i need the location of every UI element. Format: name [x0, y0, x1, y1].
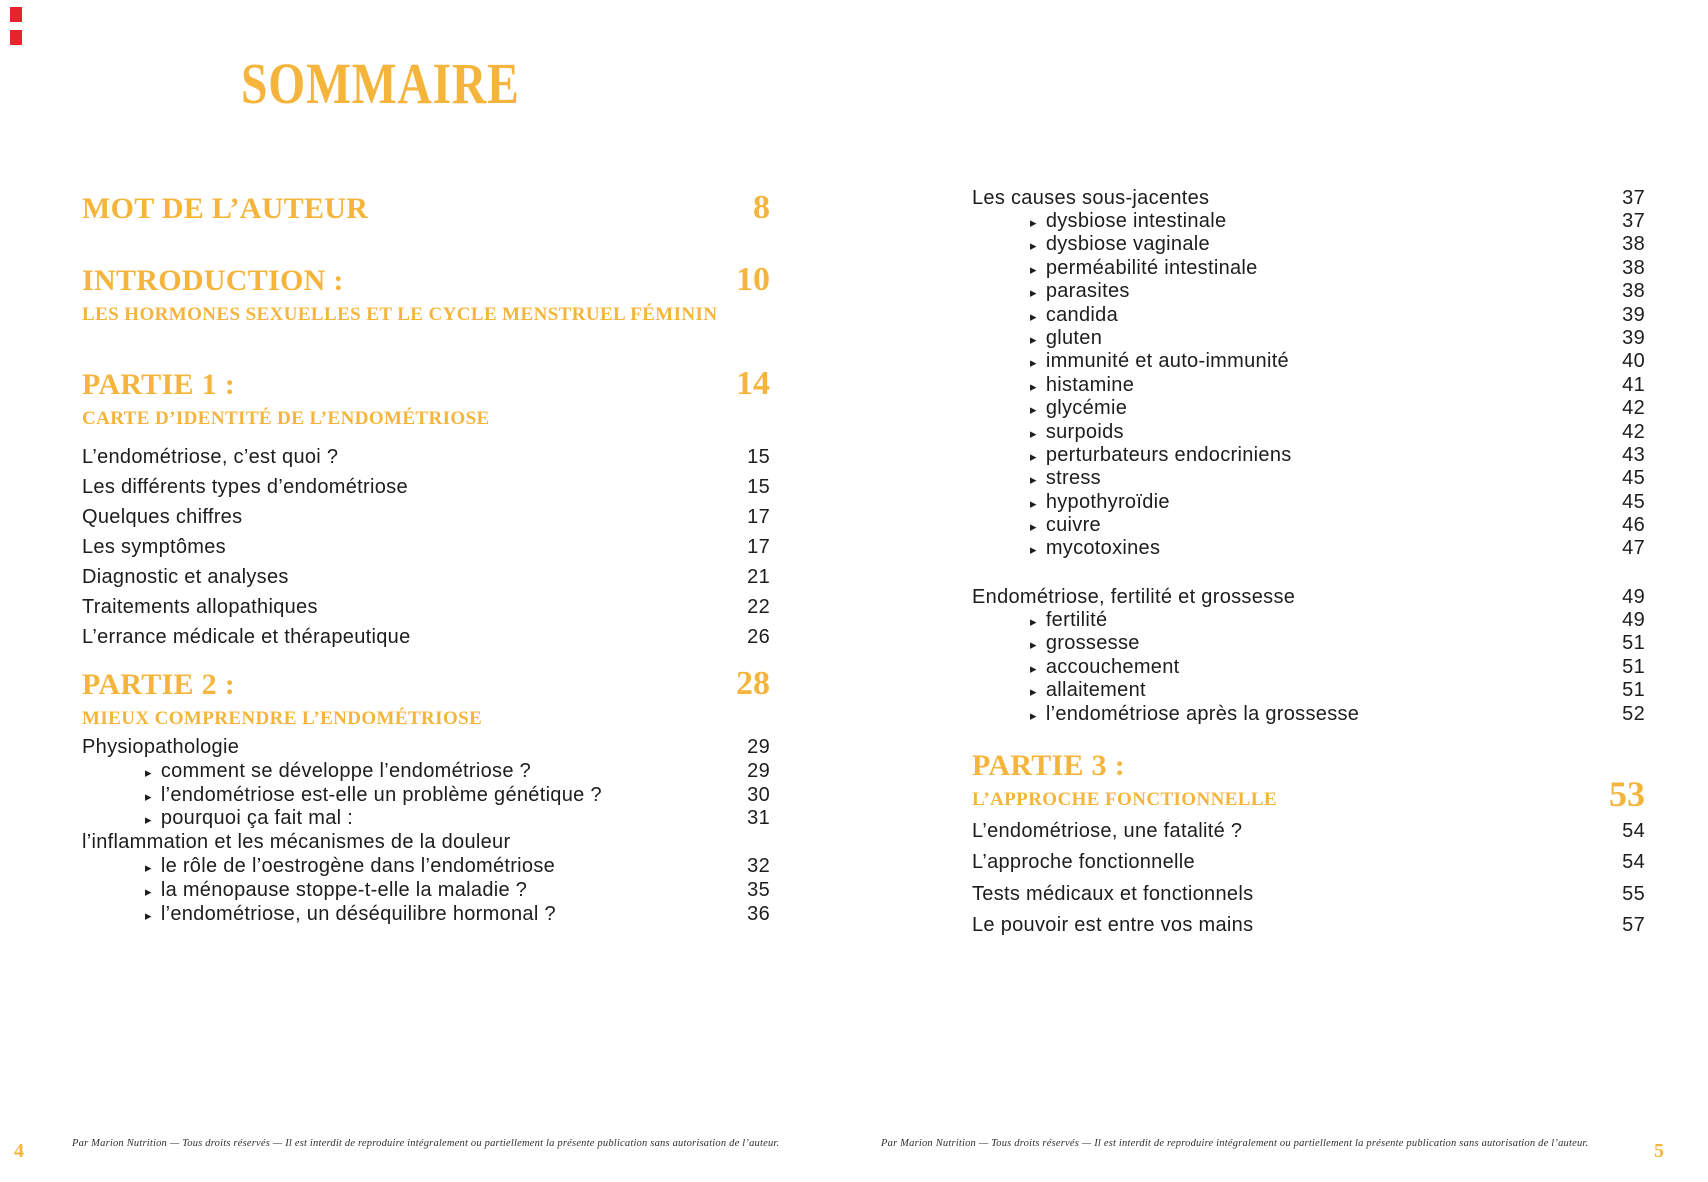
- bullet-triangle-icon: ▸: [1030, 238, 1037, 254]
- toc-entry-page: 41: [1622, 373, 1645, 396]
- toc-entry-page: 29: [747, 736, 770, 758]
- toc-entry[interactable]: [82, 903, 770, 927]
- toc-entry-page: 32: [747, 854, 770, 877]
- toc-entry[interactable]: [972, 210, 1645, 233]
- toc-entry-label: Physiopathologie: [82, 736, 240, 758]
- toc-entry-page: 55: [1622, 882, 1645, 905]
- toc-entry[interactable]: [972, 847, 1645, 878]
- toc-entry-list: [972, 609, 1645, 726]
- toc-entry-label: Endométriose, fertilité et grossesse: [972, 586, 1296, 608]
- toc-entry[interactable]: [972, 656, 1645, 679]
- toc-entry-page: 31: [747, 807, 770, 830]
- toc-entry-page: 54: [1622, 820, 1645, 842]
- toc-entry-page: 49: [1622, 609, 1645, 631]
- toc-entry[interactable]: [972, 632, 1645, 655]
- toc-entry[interactable]: [82, 879, 770, 903]
- toc-entry-page: 21: [747, 566, 770, 588]
- toc-entry-page: 43: [1622, 443, 1645, 466]
- bullet-triangle-icon: ▸: [1030, 331, 1037, 347]
- toc-entry[interactable]: [82, 562, 770, 592]
- toc-entry-page: 51: [1622, 679, 1645, 702]
- toc-entry[interactable]: [972, 327, 1645, 350]
- section-page-number: 10: [736, 261, 770, 298]
- toc-entry-page: 51: [1622, 655, 1645, 678]
- toc-entry-list: [972, 210, 1645, 561]
- toc-entry[interactable]: [972, 514, 1645, 537]
- bullet-triangle-icon: ▸: [1030, 684, 1037, 700]
- page-number-left: 4: [14, 1140, 24, 1162]
- toc-entry[interactable]: [972, 816, 1645, 847]
- toc-entry-label: cuivre: [1045, 514, 1101, 537]
- toc-entry[interactable]: [972, 467, 1645, 490]
- toc-entry-page: 22: [747, 596, 770, 618]
- toc-entry-label: Le pouvoir est entre vos mains: [972, 913, 1254, 936]
- toc-entry[interactable]: [82, 855, 770, 879]
- toc-section-mot-auteur: [82, 190, 770, 227]
- toc-entry[interactable]: [972, 585, 1645, 609]
- toc-entry-label: perturbateurs endocriniens: [1045, 443, 1292, 466]
- bullet-triangle-icon: ▸: [1030, 519, 1037, 535]
- bullet-triangle-icon: ▸: [145, 764, 152, 780]
- toc-entry-page: 15: [747, 446, 770, 468]
- toc-entry[interactable]: [972, 879, 1645, 910]
- toc-entry[interactable]: [82, 502, 770, 532]
- section-page-number: 8: [753, 189, 770, 226]
- toc-entry[interactable]: [82, 262, 770, 299]
- copyright-footer: Par Marion Nutrition — Tous droits réservés — Il est interdit de reproduire intégralement ou partiellement la présente publication sans autorisation de l’auteur.: [881, 1138, 1589, 1149]
- toc-entry-page: 29: [747, 759, 770, 782]
- toc-entry[interactable]: [972, 421, 1645, 444]
- toc-entry[interactable]: [82, 622, 770, 652]
- toc-entry-label: L’endométriose, une fatalité ?: [972, 820, 1243, 842]
- toc-entry-label: gluten: [1045, 326, 1103, 349]
- bullet-triangle-icon: ▸: [1030, 402, 1037, 418]
- toc-entry-label: Traitements allopathiques: [82, 596, 318, 618]
- toc-section-fertilite: [972, 585, 1645, 726]
- toc-entry[interactable]: [82, 190, 770, 227]
- toc-entry[interactable]: [82, 807, 770, 831]
- bullet-triangle-icon: ▸: [1030, 308, 1037, 324]
- toc-entry[interactable]: [82, 366, 770, 403]
- section-subtitle: CARTE D’IDENTITÉ DE L’ENDOMÉTRIOSE: [82, 408, 490, 429]
- toc-entry-label: candida: [1045, 303, 1118, 326]
- toc-entry-label: Quelques chiffres: [82, 506, 243, 528]
- section-title: INTRODUCTION :: [82, 264, 344, 297]
- section-title: MOT DE L’AUTEUR: [82, 192, 369, 225]
- toc-entry[interactable]: [972, 703, 1645, 726]
- bullet-triangle-icon: ▸: [1030, 215, 1037, 230]
- toc-entry-label: accouchement: [1045, 655, 1180, 678]
- toc-entry-page: 17: [747, 536, 770, 558]
- toc-entry-page: 37: [1622, 187, 1645, 209]
- bullet-triangle-icon: ▸: [1030, 637, 1037, 653]
- toc-entry-page: 15: [747, 476, 770, 498]
- toc-entry-page: 42: [1622, 420, 1645, 443]
- toc-entry-label: pourquoi ça fait mal :: [160, 807, 354, 830]
- toc-entry[interactable]: [972, 444, 1645, 467]
- toc-entry-label: mycotoxines: [1045, 537, 1161, 560]
- toc-entry[interactable]: [82, 532, 770, 562]
- bullet-triangle-icon: ▸: [1030, 707, 1037, 723]
- toc-section-causes: [972, 186, 1645, 561]
- bullet-triangle-icon: ▸: [1030, 355, 1037, 371]
- bullet-triangle-icon: ▸: [1030, 448, 1037, 464]
- bullet-triangle-icon: ▸: [1030, 425, 1037, 441]
- toc-entry-list: [82, 442, 770, 652]
- red-proof-mark-icon: [10, 7, 22, 22]
- toc-entry-page: 39: [1622, 326, 1645, 349]
- toc-entry-label: parasites: [1045, 280, 1130, 303]
- toc-entry-page: 38: [1622, 256, 1645, 279]
- toc-entry[interactable]: [972, 491, 1645, 514]
- toc-entry-label: l’endométriose après la grossesse: [1045, 702, 1360, 725]
- toc-entry[interactable]: [972, 910, 1645, 941]
- toc-entry-page: 57: [1622, 913, 1645, 936]
- toc-entry-page: 30: [747, 783, 770, 806]
- toc-entry-label: hypothyroïdie: [1045, 490, 1170, 513]
- toc-entry-label: L’endométriose, c’est quoi ?: [82, 446, 339, 468]
- toc-entry-page: 42: [1622, 397, 1645, 420]
- toc-entry-label: stress: [1045, 467, 1101, 490]
- toc-entry[interactable]: [972, 280, 1645, 303]
- toc-entry[interactable]: [972, 304, 1645, 327]
- bullet-triangle-icon: ▸: [1030, 285, 1037, 301]
- toc-entry-page: 38: [1622, 280, 1645, 303]
- toc-entry[interactable]: [82, 831, 770, 855]
- toc-entry-label: dysbiose vaginale: [1045, 233, 1210, 256]
- bullet-triangle-icon: ▸: [1030, 614, 1037, 629]
- toc-entry-page: 39: [1622, 303, 1645, 326]
- toc-entry-label: Tests médicaux et fonctionnels: [972, 882, 1254, 905]
- toc-entry-label: surpoids: [1045, 420, 1124, 443]
- toc-entry[interactable]: [82, 736, 770, 760]
- toc-entry-label: glycémie: [1045, 397, 1128, 420]
- toc-entry[interactable]: [82, 442, 770, 472]
- toc-entry[interactable]: [972, 186, 1645, 210]
- toc-entry-label: Les causes sous-jacentes: [972, 187, 1210, 209]
- toc-entry-label: la ménopause stoppe-t-elle la maladie ?: [160, 878, 528, 901]
- toc-entry[interactable]: [972, 233, 1645, 256]
- bullet-triangle-icon: ▸: [145, 812, 152, 828]
- toc-entry-label: comment se développe l’endométriose ?: [160, 759, 532, 782]
- toc-entry[interactable]: [972, 350, 1645, 373]
- sommaire-title: SOMMAIRE: [241, 51, 520, 116]
- toc-section-partie3: [972, 748, 1645, 814]
- bullet-triangle-icon: ▸: [1030, 472, 1037, 488]
- toc-entry-label: perméabilité intestinale: [1045, 256, 1258, 279]
- toc-entry[interactable]: [82, 472, 770, 502]
- toc-entry-label: immunité et auto-immunité: [1045, 350, 1289, 373]
- red-proof-mark-icon: [10, 30, 22, 45]
- bullet-triangle-icon: ▸: [1030, 660, 1037, 676]
- toc-entry[interactable]: [972, 397, 1645, 420]
- section-subtitle: L’APPROCHE FONCTIONNELLE: [972, 789, 1278, 810]
- toc-entry[interactable]: [972, 609, 1645, 632]
- page-number-right: 5: [1654, 1140, 1664, 1162]
- toc-entry-page: 45: [1622, 467, 1645, 490]
- toc-entry-page: 38: [1622, 233, 1645, 256]
- section-page-number: 14: [736, 365, 770, 402]
- section-subtitle: LES HORMONES SEXUELLES ET LE CYCLE MENSTRUEL FÉMININ: [82, 304, 718, 325]
- toc-entry-label: L’errance médicale et thérapeutique: [82, 626, 411, 648]
- toc-entry-page: 47: [1622, 537, 1645, 560]
- toc-entry-page: 36: [747, 902, 770, 925]
- toc-entry-page: 37: [1622, 210, 1645, 232]
- toc-entry-label: histamine: [1045, 373, 1135, 396]
- section-title: PARTIE 3 :: [972, 749, 1126, 782]
- bullet-triangle-icon: ▸: [145, 907, 152, 923]
- toc-entry-page: 54: [1622, 851, 1645, 874]
- toc-entry-page: 26: [747, 626, 770, 648]
- toc-entry-page: 17: [747, 506, 770, 528]
- toc-entry-label: l’endométriose est-elle un problème génétique ?: [160, 783, 602, 806]
- section-title: PARTIE 1 :: [82, 368, 236, 401]
- bullet-triangle-icon: ▸: [1030, 495, 1037, 511]
- toc-entry-label: l’endométriose, un déséquilibre hormonal ?: [160, 902, 556, 925]
- toc-entry[interactable]: [82, 666, 770, 703]
- toc-section-partie2: [82, 666, 770, 926]
- section-subtitle: MIEUX COMPRENDRE L’ENDOMÉTRIOSE: [82, 708, 483, 729]
- bullet-triangle-icon: ▸: [145, 883, 152, 899]
- toc-entry[interactable]: [972, 257, 1645, 280]
- toc-entry[interactable]: [972, 537, 1645, 560]
- bullet-triangle-icon: ▸: [145, 859, 152, 875]
- copyright-footer: Par Marion Nutrition — Tous droits réservés — Il est interdit de reproduire intégralement ou partiellement la présente publication sans autorisation de l’auteur.: [72, 1138, 780, 1149]
- toc-entry[interactable]: [82, 784, 770, 808]
- toc-entry-label: le rôle de l’oestrogène dans l’endométriose: [160, 854, 556, 877]
- toc-entry-label: allaitement: [1045, 679, 1146, 702]
- toc-entry[interactable]: [972, 679, 1645, 702]
- toc-entry-label: L’approche fonctionnelle: [972, 851, 1195, 874]
- bullet-triangle-icon: ▸: [1030, 378, 1037, 394]
- toc-entry-page: 45: [1622, 490, 1645, 513]
- toc-entry-list: [972, 816, 1645, 941]
- toc-section-partie1: [82, 366, 770, 652]
- section-title: PARTIE 2 :: [82, 668, 236, 701]
- toc-entry-page: 49: [1622, 586, 1645, 608]
- toc-entry-label: fertilité: [1045, 609, 1108, 631]
- toc-entry-label: dysbiose intestinale: [1045, 210, 1227, 232]
- toc-section-introduction: [82, 262, 770, 326]
- toc-entry-label: l’inflammation et les mécanismes de la douleur: [82, 831, 511, 854]
- toc-entry-label: Les symptômes: [82, 536, 226, 558]
- toc-entry-list: [82, 736, 770, 926]
- toc-entry-page: 46: [1622, 514, 1645, 537]
- bullet-triangle-icon: ▸: [1030, 542, 1037, 558]
- toc-entry-label: grossesse: [1045, 632, 1140, 655]
- toc-entry-label: Diagnostic et analyses: [82, 566, 289, 588]
- section-page-number: 53: [1609, 774, 1645, 814]
- toc-entry-page: 35: [747, 878, 770, 901]
- toc-entry[interactable]: [972, 374, 1645, 397]
- toc-entry[interactable]: [82, 592, 770, 622]
- toc-entry-page: 52: [1622, 702, 1645, 725]
- toc-entry[interactable]: [82, 760, 770, 784]
- bullet-triangle-icon: ▸: [1030, 261, 1037, 277]
- toc-entry[interactable]: [972, 748, 1645, 784]
- toc-entry-page: 40: [1622, 350, 1645, 373]
- bullet-triangle-icon: ▸: [145, 788, 152, 804]
- toc-entry-label: Les différents types d’endométriose: [82, 476, 408, 498]
- section-page-number: 28: [736, 665, 770, 702]
- toc-entry-page: 51: [1622, 632, 1645, 655]
